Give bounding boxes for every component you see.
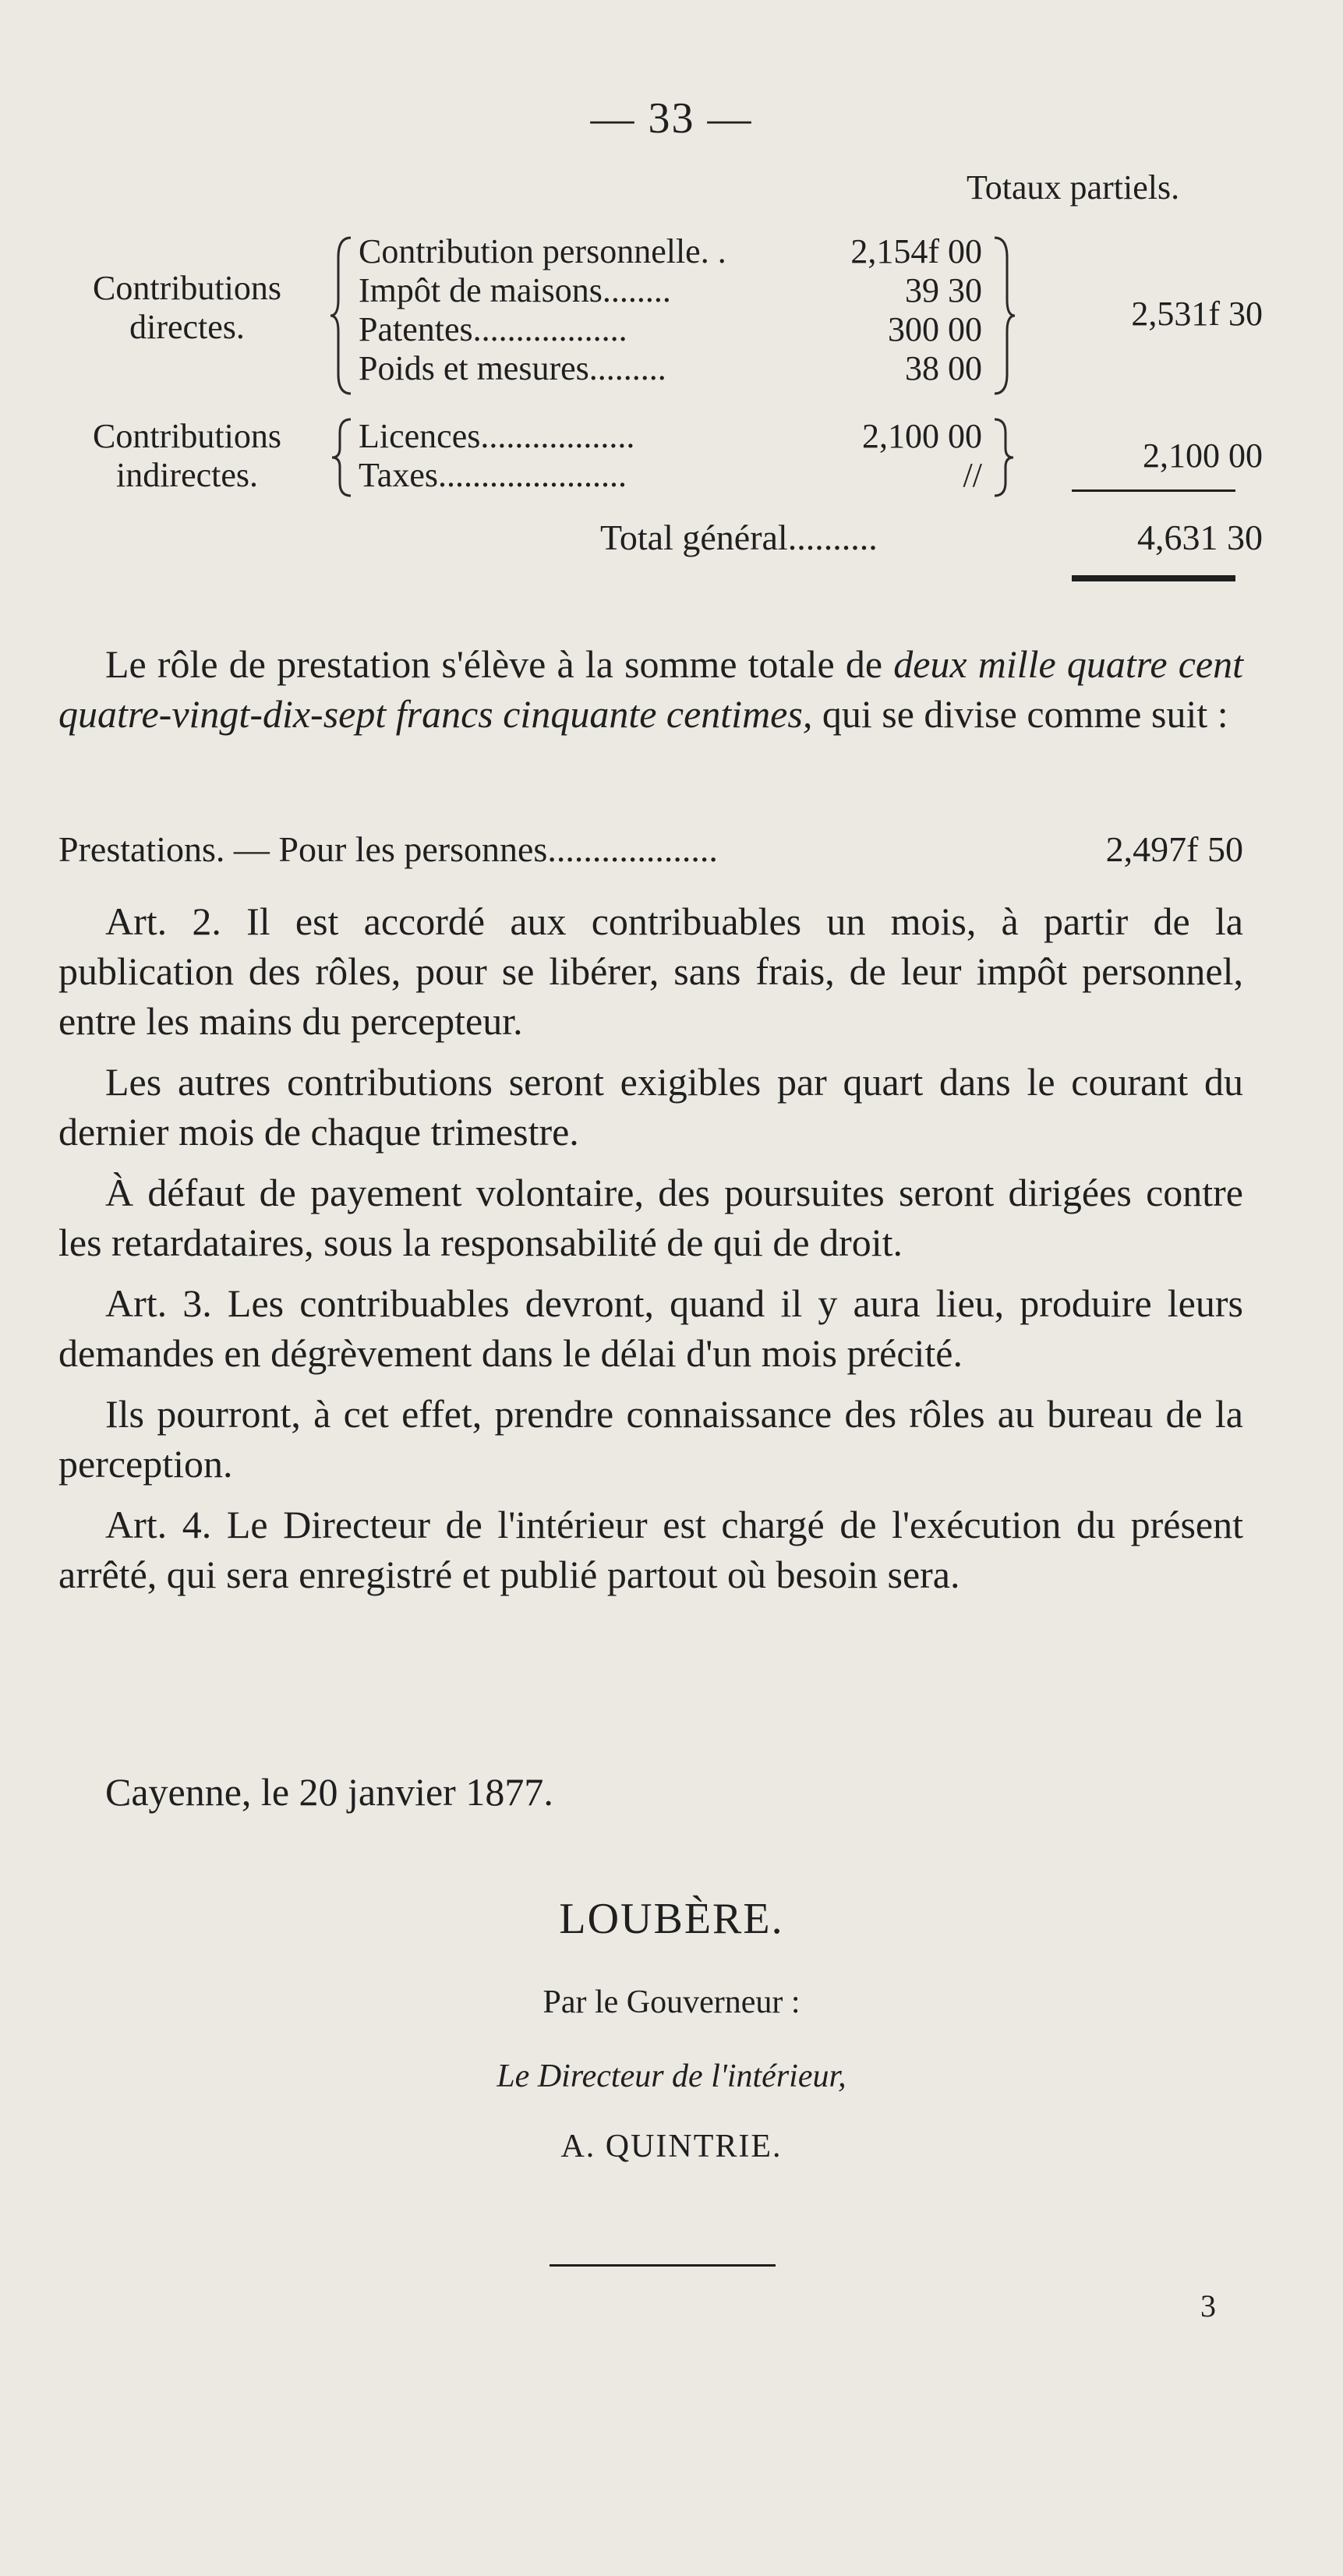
row-label: Patentes.................. <box>359 310 627 348</box>
subtotal-directes: 2,531f 30 <box>1131 295 1263 333</box>
prestation-value: 2,497f 50 <box>1105 829 1243 869</box>
row-value: 2,154f 00 <box>850 232 982 270</box>
prestation-label: Prestations. — Pour les personnes................... <box>58 829 718 869</box>
category-line: Contributions <box>92 269 282 307</box>
articles-block <box>58 896 1243 1610</box>
right-brace-icon <box>988 234 1020 398</box>
row-value: 39 30 <box>905 271 982 309</box>
prestation-intro-end: qui se divise comme suit : <box>822 692 1228 736</box>
row-value: 2,100 00 <box>862 417 982 455</box>
right-brace-icon <box>988 417 1020 499</box>
article-paragraph: À défaut de payement volontaire, des poursuites seront dirigées contre les retardataires, sous la responsabilité de qui de droit. <box>58 1171 1243 1264</box>
left-brace-icon <box>327 417 359 499</box>
row-value: 300 00 <box>888 310 982 348</box>
divider <box>1072 489 1235 492</box>
total-label: Total général.......... <box>600 518 878 557</box>
article-paragraph: Art. 4. Le Directeur de l'intérieur est chargé de l'exécution du présent arrêté, qui sera enregistré et publié partout où besoin sera. <box>58 1503 1243 1596</box>
signature-countersign: A. QUINTRIE. <box>560 2129 783 2164</box>
prestation-intro-start: Le rôle de prestation s'élève à la somme totale de <box>105 642 883 686</box>
signature-by: Par le Gouverneur : <box>543 1984 800 2020</box>
signature-mark: 3 <box>1200 2288 1216 2323</box>
prestation-line <box>58 826 1243 873</box>
article-paragraph: Ils pourront, à cet effet, prendre connaissance des rôles au bureau de la perception. <box>58 1392 1243 1486</box>
row-label: Licences.................. <box>359 417 635 455</box>
signature-role: Le Directeur de l'intérieur, <box>497 2058 846 2094</box>
rows-indirectes <box>359 417 842 495</box>
row-label: Contribution personnelle. . <box>359 232 726 270</box>
category-line: Contributions <box>92 417 282 455</box>
prestation-paragraph <box>58 639 1243 750</box>
rows-directes <box>359 232 842 388</box>
subtotal-indirectes: 2,100 00 <box>1143 436 1263 475</box>
dateline: Cayenne, le 20 janvier 1877. <box>105 1770 553 1814</box>
row-value: // <box>963 456 982 494</box>
values-directes <box>811 232 982 388</box>
article-paragraph: Les autres contributions seront exigibles par quart dans le courant du dernier mois de chaque trimestre. <box>58 1060 1243 1154</box>
table-header-totaux-partiels: Totaux partiels. <box>967 168 1180 207</box>
category-line: directes. <box>129 308 245 346</box>
row-value: 38 00 <box>905 349 982 387</box>
article-paragraph: Art. 2. Il est accordé aux contribuables un mois, à partir de la publication des rôles, pour se libérer, sans frais, de leur impôt personnel, entre les mains du percepteur. <box>58 899 1243 1043</box>
category-contributions-indirectes <box>47 417 327 495</box>
row-label: Impôt de maisons........ <box>359 271 671 309</box>
left-brace-icon <box>327 234 359 398</box>
page-number: — 33 — <box>590 94 753 143</box>
total-value: 4,631 30 <box>1137 518 1263 557</box>
row-label: Taxes...................... <box>359 456 627 494</box>
category-contributions-directes <box>47 269 327 347</box>
signature-name: LOUBÈRE. <box>559 1895 784 1943</box>
prestation-amount-words: deux mille quatre cent quatre-vingt-dix-sept francs cinquante centimes, <box>58 642 1244 736</box>
values-indirectes <box>811 417 982 495</box>
category-line: indirectes. <box>115 456 259 494</box>
article-paragraph: Art. 3. Les contribuables devront, quand il y aura lieu, produire leurs demandes en dégrèvement dans le délai d'un mois précité. <box>58 1281 1243 1375</box>
divider-thick <box>1072 575 1235 581</box>
footer-rule <box>550 2264 776 2267</box>
row-label: Poids et mesures......... <box>359 349 666 387</box>
